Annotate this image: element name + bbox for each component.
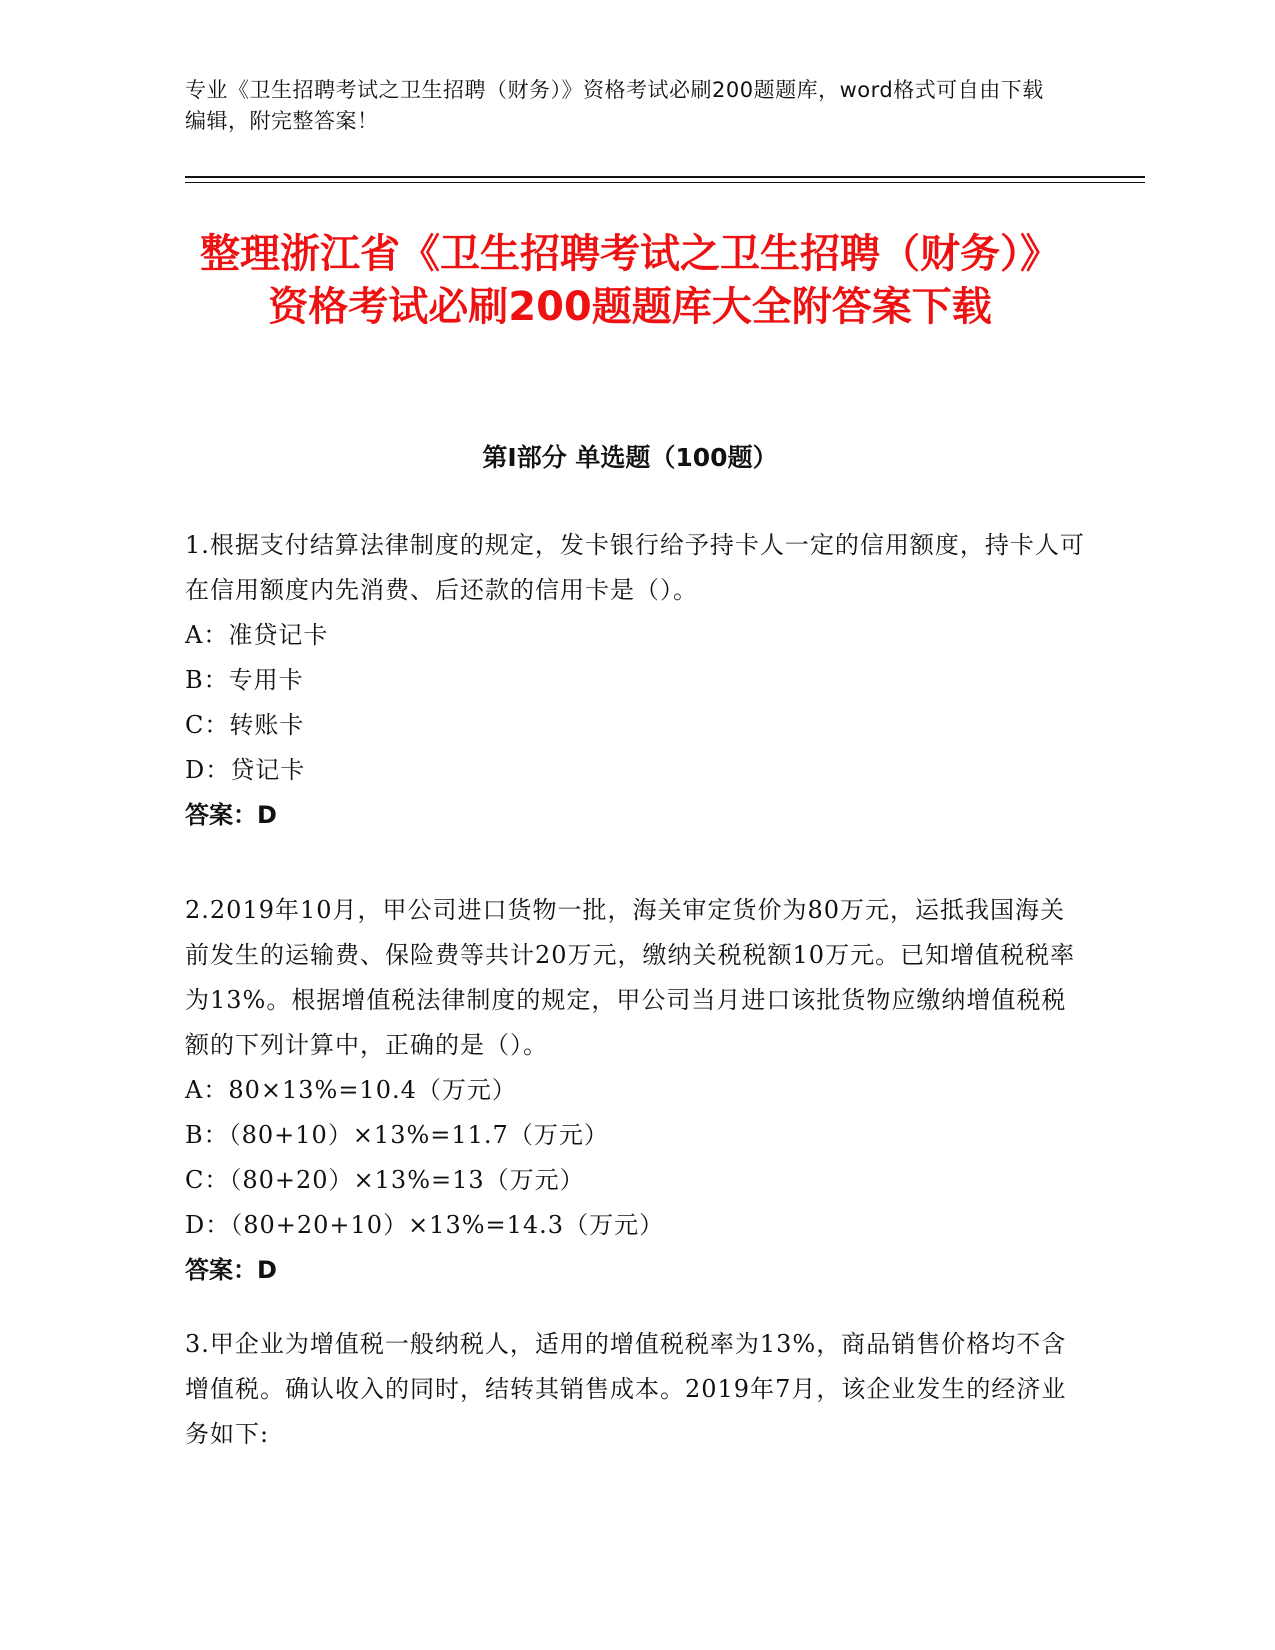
option-d: D：贷记卡 xyxy=(185,756,306,784)
answer: 答案：D xyxy=(185,801,277,829)
question-stem: 3.甲企业为增值税一般纳税人，适用的增值税税率为13%，商品销售价格均不含增值税。确认收入的同时，结转其销售成本。2019年7月，该企业发生的经济业务如下: xyxy=(185,1330,1067,1448)
option-a: A：80×13%=10.4（万元） xyxy=(185,1076,517,1104)
option-d: D：（80+20+10）×13%=14.3（万元） xyxy=(185,1211,665,1239)
question-3 xyxy=(185,1322,1085,1457)
option-a: A：准贷记卡 xyxy=(185,621,329,649)
header-rule-thin xyxy=(185,182,1145,183)
header-note: 专业《卫生招聘考试之卫生招聘（财务）》资格考试必刷200题题库，word格式可自由下载编辑，附完整答案！ xyxy=(185,78,1044,133)
question-1 xyxy=(185,523,1085,838)
option-b: B：（80+10）×13%=11.7（万元） xyxy=(185,1121,609,1149)
question-stem: 1.根据支付结算法律制度的规定，发卡银行给予持卡人一定的信用额度，持卡人可在信用额度内先消费、后还款的信用卡是（）。 xyxy=(185,531,1085,604)
header-rule-thick xyxy=(185,176,1145,178)
option-c: C：转账卡 xyxy=(185,711,305,739)
option-c: C：（80+20）×13%=13（万元） xyxy=(185,1166,585,1194)
question-stem: 2.2019年10月，甲公司进口货物一批，海关审定货价为80万元，运抵我国海关前发生的运输费、保险费等共计20万元，缴纳关税税额10万元。已知增值税税率为13%。根据增值税法律制度的规定，甲公司当月进口该批货物应缴纳增值税税额的下列计算中，正确的是（）。 xyxy=(185,896,1076,1059)
answer: 答案：D xyxy=(185,1256,277,1284)
option-b: B：专用卡 xyxy=(185,666,304,694)
document-title: 整理浙江省《卫生招聘考试之卫生招聘（财务）》资格考试必刷200题题库大全附答案下载 xyxy=(200,231,1060,330)
question-2 xyxy=(185,888,1085,1293)
section-title: 第I部分 单选题（100题） xyxy=(482,443,778,472)
